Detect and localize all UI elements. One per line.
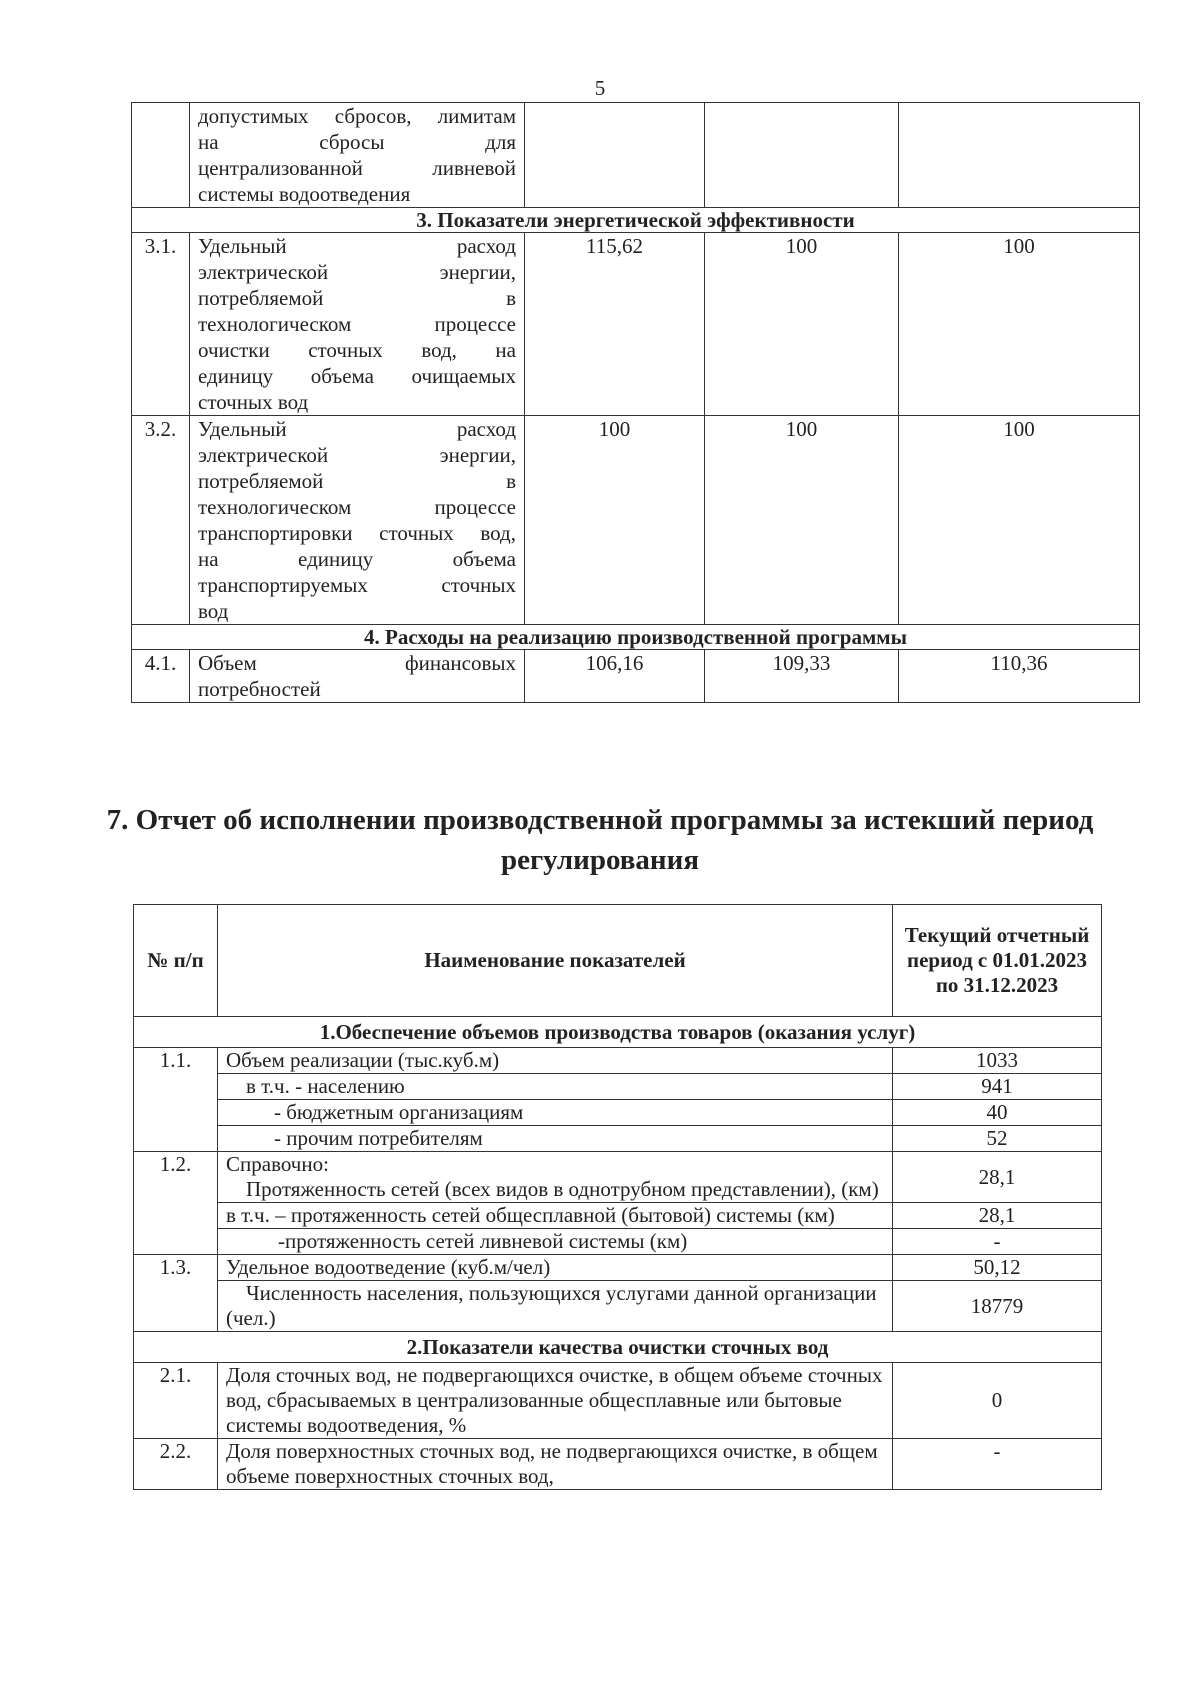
row-number-cell: 1.3. — [134, 1255, 218, 1332]
row-number-cell: 3.1. — [132, 233, 190, 416]
indicator-name-cell — [190, 233, 525, 416]
value-cell: 40 — [893, 1100, 1102, 1126]
text-line: технологическом процессе — [198, 495, 516, 519]
header-name-cell: Наименование показателей — [218, 905, 893, 1017]
text-line: Удельный расход — [198, 234, 516, 258]
indicator-name-cell: Объем реализации (тыс.куб.м) — [218, 1048, 893, 1074]
text-line: на единицу объема — [198, 547, 516, 571]
text-line: Объем финансовых — [198, 651, 516, 675]
text-line: системы водоотведения — [198, 182, 411, 206]
section-title: 3. Показатели энергетической эффективности — [132, 208, 1140, 233]
section-title: 4. Расходы на реализацию производственной программы — [132, 625, 1140, 650]
table-row — [134, 1074, 1102, 1100]
indicator-name-cell: - бюджетным организациям — [218, 1100, 893, 1126]
text-line: электрической энергии, — [198, 260, 516, 284]
table-row — [134, 1281, 1102, 1332]
value-cell: 28,1 — [893, 1152, 1102, 1203]
value-cell: 100 — [899, 416, 1140, 625]
table-row — [134, 1152, 1102, 1203]
indicator-name-cell: Доля поверхностных сточных вод, не подвергающихся очистке, в общем объеме поверхностных сточных вод, — [218, 1439, 893, 1490]
indicator-name-cell — [218, 1152, 893, 1203]
value-cell: 1033 — [893, 1048, 1102, 1074]
text-line: вод — [198, 599, 229, 623]
value-cell: 50,12 — [893, 1255, 1102, 1281]
text-line: сточных вод — [198, 390, 309, 414]
indicator-name-cell — [190, 416, 525, 625]
indicator-name-cell: Удельное водоотведение (куб.м/чел) — [218, 1255, 893, 1281]
table-row — [134, 1126, 1102, 1152]
page-number: 5 — [594, 76, 606, 100]
section-title: 1.Обеспечение объемов производства товаров (оказания услуг) — [134, 1017, 1102, 1048]
value-cell: 100 — [899, 233, 1140, 416]
value-cell: 100 — [705, 416, 899, 625]
table-row — [132, 103, 1140, 208]
performance-indicators-table — [131, 102, 1140, 703]
indicator-name-cell: в т.ч. - населению — [218, 1074, 893, 1100]
section-row — [132, 625, 1140, 650]
text-line: транспортируемых сточных — [198, 573, 516, 597]
indicator-name-cell: в т.ч. – протяженность сетей общесплавной (бытовой) системы (км) — [218, 1203, 893, 1229]
table-row — [134, 1439, 1102, 1490]
table-row — [132, 650, 1140, 703]
text-line: потребляемой в — [198, 286, 516, 310]
text-line: потребностей — [198, 677, 321, 701]
header-period-cell: Текущий отчетный период с 01.01.2023 по 31.12.2023 — [893, 905, 1102, 1017]
section-row — [134, 1332, 1102, 1363]
heading-line: регулирования — [500, 844, 700, 876]
value-cell: 109,33 — [705, 650, 899, 703]
table-row — [134, 1048, 1102, 1074]
indicator-name-cell: -протяженность сетей ливневой системы (км) — [218, 1229, 893, 1255]
row-number-cell — [132, 103, 190, 208]
value-cell: 941 — [893, 1074, 1102, 1100]
value-cell — [705, 103, 899, 208]
program-execution-report-table — [133, 904, 1102, 1490]
indicator-name-cell: - прочим потребителям — [218, 1126, 893, 1152]
value-cell: - — [893, 1439, 1102, 1490]
row-number-cell: 1.1. — [134, 1048, 218, 1152]
value-cell: 18779 — [893, 1281, 1102, 1332]
section-row — [132, 208, 1140, 233]
indicator-name-text: Протяженность сетей (всех видов в однотрубном представлении), (км) — [246, 1177, 879, 1201]
heading-line: 7. Отчет об исполнении производственной программы за истекший период — [106, 804, 1094, 836]
table-row — [134, 1229, 1102, 1255]
table-row — [132, 233, 1140, 416]
table-row — [132, 416, 1140, 625]
reference-label: Справочно: — [226, 1152, 329, 1176]
value-cell: 52 — [893, 1126, 1102, 1152]
value-cell: 0 — [893, 1363, 1102, 1439]
value-cell — [899, 103, 1140, 208]
row-number-cell: 4.1. — [132, 650, 190, 703]
value-cell — [525, 103, 705, 208]
value-cell: - — [893, 1229, 1102, 1255]
text-line: на сбросы для — [198, 130, 516, 154]
value-cell: 100 — [705, 233, 899, 416]
table-row — [134, 1363, 1102, 1439]
text-line: транспортировки сточных вод, — [198, 521, 516, 545]
text-line: централизованной ливневой — [198, 156, 516, 180]
row-number-cell: 2.2. — [134, 1439, 218, 1490]
indicator-name-cell — [190, 650, 525, 703]
table-header-row — [134, 905, 1102, 1017]
section-row — [134, 1017, 1102, 1048]
table-row — [134, 1255, 1102, 1281]
value-cell: 110,36 — [899, 650, 1140, 703]
row-number-cell: 1.2. — [134, 1152, 218, 1255]
value-cell: 106,16 — [525, 650, 705, 703]
indicator-name-cell: Доля сточных вод, не подвергающихся очистке, в общем объеме сточных вод, сбрасываемых в централизованные общесплавные или бытовые системы водоотведения, % — [218, 1363, 893, 1439]
text-line: Удельный расход — [198, 417, 516, 441]
indicator-name-cell: Численность населения, пользующихся услугами данной организации (чел.) — [218, 1281, 893, 1332]
section-heading — [100, 800, 1100, 880]
text-line: электрической энергии, — [198, 443, 516, 467]
text-line: допустимых сбросов, лимитам — [198, 104, 516, 128]
value-cell: 100 — [525, 416, 705, 625]
row-number-cell: 3.2. — [132, 416, 190, 625]
header-number-cell: № п/п — [134, 905, 218, 1017]
text-line: технологическом процессе — [198, 312, 516, 336]
table-row — [134, 1100, 1102, 1126]
text-line: единицу объема очищаемых — [198, 364, 516, 388]
section-title: 2.Показатели качества очистки сточных вод — [134, 1332, 1102, 1363]
value-cell: 28,1 — [893, 1203, 1102, 1229]
row-number-cell: 2.1. — [134, 1363, 218, 1439]
table-row — [134, 1203, 1102, 1229]
value-cell: 115,62 — [525, 233, 705, 416]
text-line: очистки сточных вод, на — [198, 338, 516, 362]
indicator-name-cell — [190, 103, 525, 208]
text-line: потребляемой в — [198, 469, 516, 493]
